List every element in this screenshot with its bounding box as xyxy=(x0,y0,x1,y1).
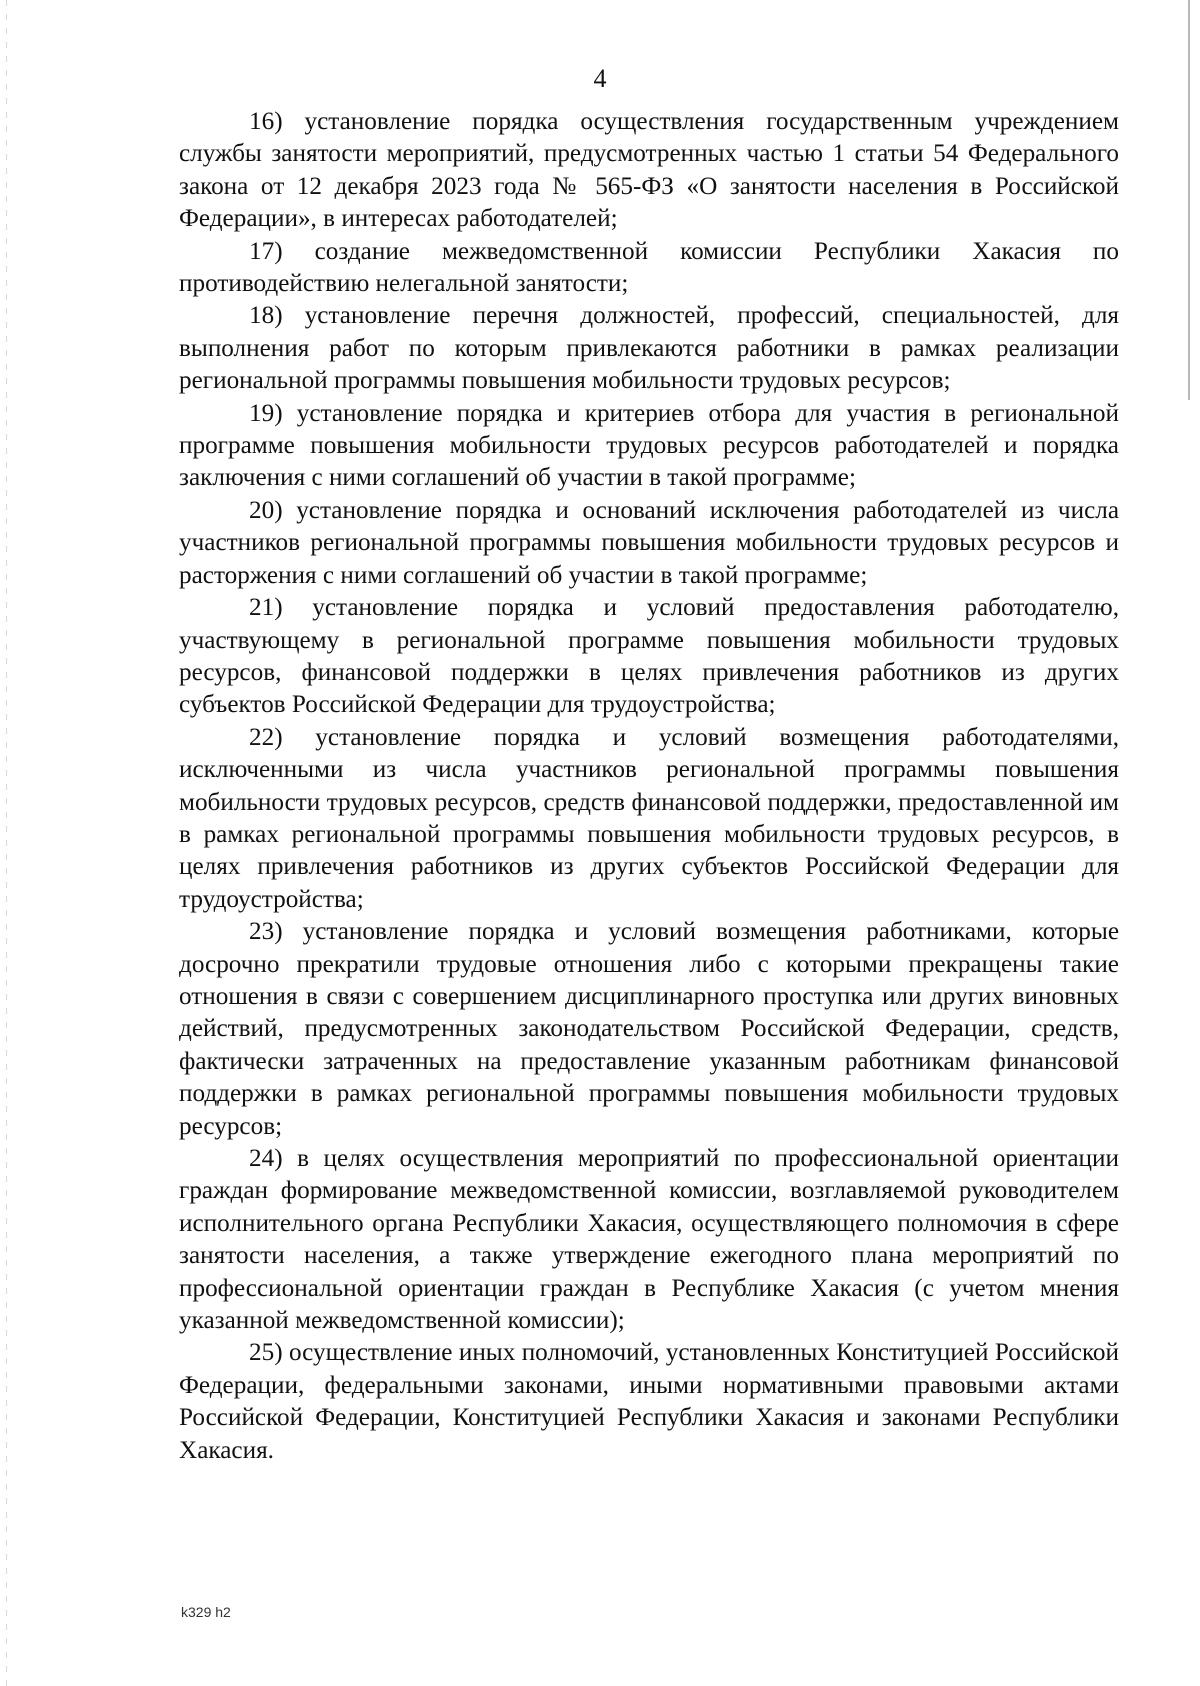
document-body xyxy=(179,106,1119,1467)
footer-document-code: k329 h2 xyxy=(181,1604,231,1620)
list-item-17: 17) создание межведомственной комиссии Республики Хакасия по противодействию нелегальной занятости; xyxy=(179,237,1119,298)
list-item-18: 18) установление перечня должностей, профессий, специальностей, для выполнения работ по которым привлекаются работники в рамках реализации региональной программы повышения мобильности трудовых ресурсов; xyxy=(179,302,1119,395)
list-item-20: 20) установление порядка и оснований исключения работодателей из числа участников региональной программы повышения мобильности трудовых ресурсов и расторжения с ними соглашений об участии в такой программе; xyxy=(179,496,1119,589)
list-item-25: 25) осуществление иных полномочий, установленных Конституцией Российской Федерации, федеральными законами, иными нормативными правовыми актами Российской Федерации, Конституцией Республики Хакасия и законами Республики Хакасия. xyxy=(179,1339,1119,1464)
list-item-23: 23) установление порядка и условий возмещения работниками, которые досрочно прекратили трудовые отношения либо с которыми прекращены такие отношения в связи с совершением дисциплинарного проступка или других виновных действий, предусмотренных законодательством Российской Федерации, средств, фактически затраченных на предоставление указанным работникам финансовой поддержки в рамках региональной программы повышения мобильности трудовых ресурсов; xyxy=(179,918,1119,1140)
list-item-19: 19) установление порядка и критериев отбора для участия в региональной программе повышения мобильности трудовых ресурсов работодателей и порядка заключения с ними соглашений об участии в такой программе; xyxy=(179,399,1119,492)
list-item-24: 24) в целях осуществления мероприятий по профессиональной ориентации граждан формирование межведомственной комиссии, возглавляемой руководителем исполнительного органа Республики Хакасия, осуществляющего полномочия в сфере занятости населения, а также утверждение ежегодного плана мероприятий по профессиональной ориентации граждан в Республике Хакасия (с учетом мнения указанной межведомственной комиссии); xyxy=(179,1145,1119,1335)
scan-edge-left xyxy=(6,0,7,1686)
list-item-22: 22) установление порядка и условий возмещения работодателями, исключенными из числа участников региональной программы повышения мобильности трудовых ресурсов, средств финансовой поддержки, предоставленной им в рамках региональной программы повышения мобильности трудовых ресурсов, в целях привлечения работников из других субъектов Российской Федерации для трудоустройства; xyxy=(179,723,1119,913)
scan-edge-right xyxy=(1188,0,1190,400)
page-number: 4 xyxy=(593,64,607,93)
list-item-21: 21) установление порядка и условий предоставления работодателю, участвующему в региональной программе повышения мобильности трудовых ресурсов, финансовой поддержки в целях привлечения работников из других субъектов Российской Федерации для трудоустройства; xyxy=(179,594,1119,719)
list-item-16: 16) установление порядка осуществления государственным учреждением службы занятости мероприятий, предусмотренных частью 1 статьи 54 Федерального закона от 12 декабря 2023 года № 565-ФЗ «О занятости населения в Российской Федерации», в интересах работодателей; xyxy=(179,108,1119,233)
